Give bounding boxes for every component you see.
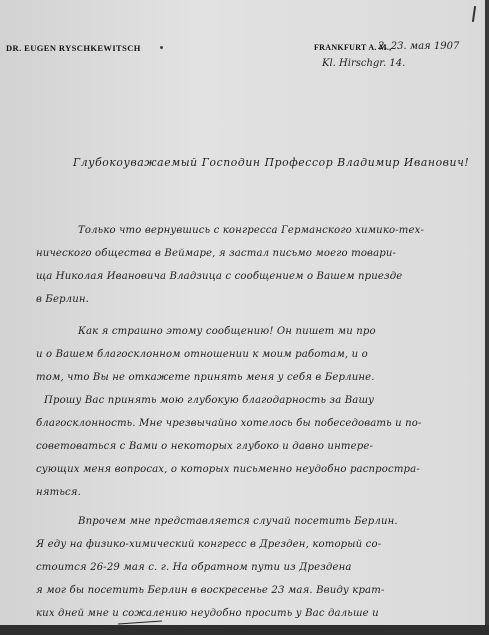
letter-date: 2. 23. мая 1907	[378, 41, 460, 52]
body-line: няться.	[36, 487, 81, 498]
body-line: том, что Вы не откажете принять меня у себя в Берлине.	[36, 372, 375, 383]
letterhead-name: DR. EUGEN RYSCHKEWITSCH	[6, 43, 141, 53]
body-line: стоится 26-29 мая с. г. На обратном пути из Дрездена	[36, 562, 352, 573]
letterhead-separator	[160, 46, 163, 49]
salutation: Глубокоуважаемый Господин Профессор Владимир Иванович!	[73, 156, 470, 169]
letterhead-place: FRANKFURT A. M.,	[314, 43, 392, 52]
body-line: я мог бы посетить Берлин в воскресенье 23 мая. Ввиду крат-	[36, 585, 385, 596]
body-line: нического общества в Веймаре, я застал письмо моего товари-	[36, 248, 397, 259]
corner-mark	[472, 6, 476, 22]
body-line: ща Николая Ивановича Владзица с сообщением о Вашем приезде	[36, 271, 403, 282]
body-line: Только что вернувшись с конгресса Германского химико-тех-	[78, 225, 425, 236]
body-line: ких дней мне и сожалению неудобно просить у Вас дальше и	[36, 608, 379, 619]
page-edge-right	[485, 0, 489, 635]
sender-address: Kl. Hirschgr. 14.	[322, 58, 406, 69]
body-line: Как я страшно этому сообщению! Он пишет ми про	[78, 326, 376, 337]
body-line: советоваться с Вами о некоторых глубоко и давно интере-	[36, 441, 374, 452]
body-line: Прошу Вас принять мою глубокую благодарность за Вашу	[44, 395, 375, 406]
body-line: Я еду на физико-химический конгресс в Дрезден, который со-	[36, 539, 382, 550]
body-line: и о Вашем благосклонном отношении к моим работам, и о	[36, 349, 368, 360]
body-line: сующих меня вопросах, о которых письменно неудобно распростра-	[36, 464, 420, 475]
body-line: в Берлин.	[36, 294, 90, 305]
body-line: Впрочем мне представляется случай посетить Берлин.	[78, 516, 398, 527]
body-line: благосклонность. Мне чрезвычайно хотелось бы побеседовать и по-	[36, 418, 422, 429]
page-edge-bottom	[0, 625, 489, 635]
strikethrough-mark	[118, 620, 162, 624]
